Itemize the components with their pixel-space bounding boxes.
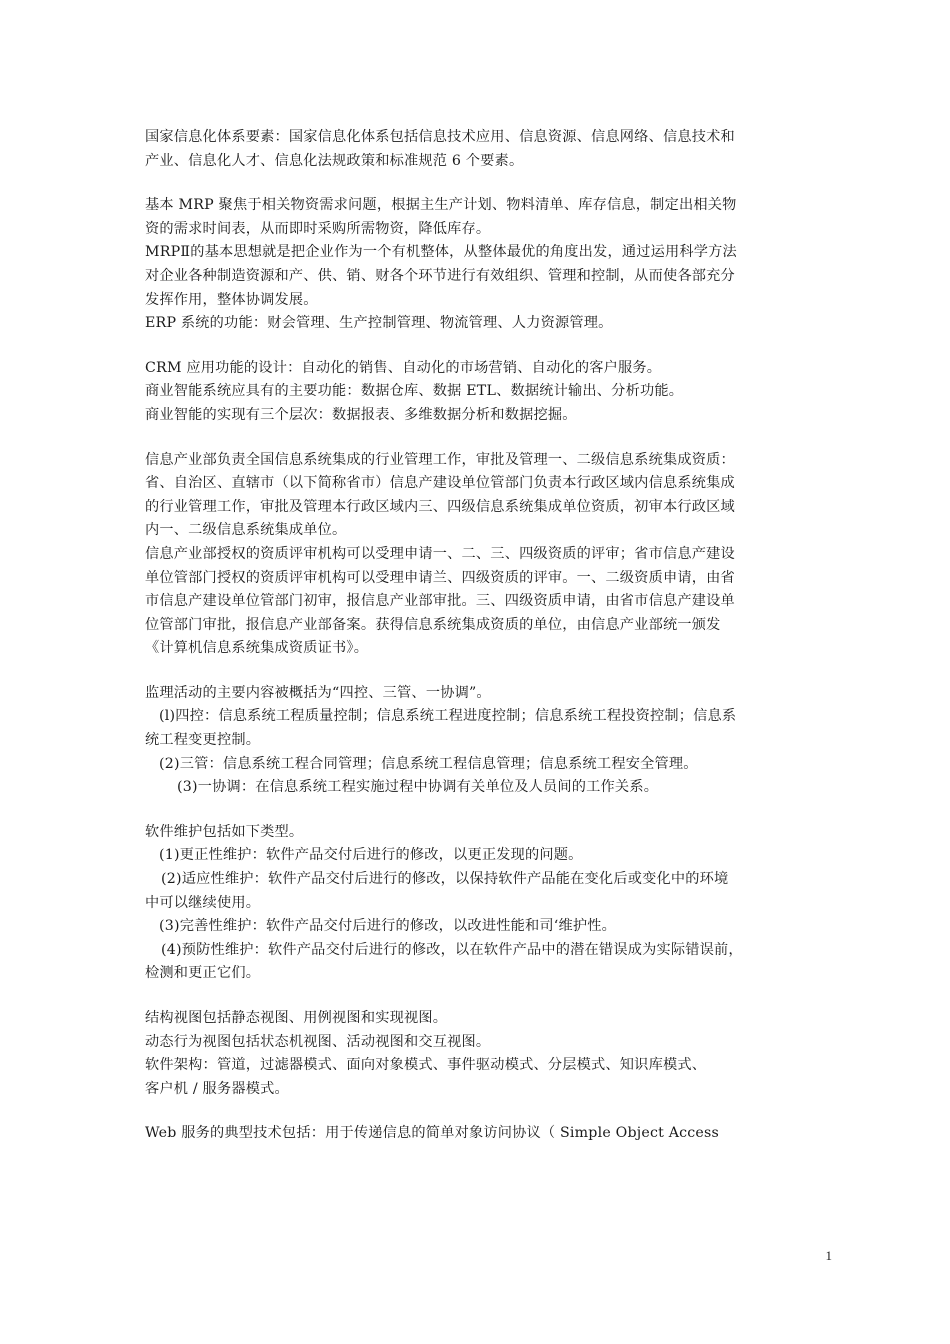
text-line: 的行业管理工作，审批及管理本行政区域内三、四级信息系统集成单位资质，初审本行政区域 — [145, 498, 735, 515]
text-line: 中可以继续使用。 — [145, 894, 261, 911]
text-line: 动态行为视图包括状态机视图、活动视图和交互视图。 — [145, 1033, 491, 1050]
text-line: Web 服务的典型技术包括：用于传递信息的简单对象访问协议（ Simple Object Access — [145, 1125, 719, 1142]
text-line: MRPⅡ的基本思想就是把企业作为一个有机整体，从整体最优的角度出发，通过运用科学方法 — [145, 244, 737, 261]
text-line: 信息产业部授权的资质评审机构可以受理申请一、二、三、四级资质的评审；省市信息产建设 — [145, 545, 735, 562]
text-line: 监理活动的主要内容被概括为“四控、三管、一协调”。 — [145, 684, 491, 701]
text-line: 省、自治区、直辖市（以下简称省市）信息产建设单位管部门负责本行政区域内信息系统集成 — [145, 475, 735, 492]
paragraph-supervision — [145, 682, 835, 800]
text-line: 检测和更正它们。 — [145, 965, 261, 982]
paragraph-mrp-erp — [145, 194, 835, 336]
text-line: 基本 MRP 聚焦于相关物资需求问题，根据主生产计划、物料清单、库存信息，制定出相关物 — [145, 197, 737, 214]
text-line: 软件维护包括如下类型。 — [145, 823, 304, 840]
list-item: (2)适应性维护：软件产品交付后进行的修改，以保持软件产品能在变化后或变化中的环境 — [161, 871, 729, 888]
list-item: (l)四控：信息系统工程质量控制；信息系统工程进度控制；信息系统工程投资控制；信息系 — [159, 708, 737, 725]
text-line: 对企业各种制造资源和产、供、销、财各个环节进行有效组织、管理和控制，从而使各部充分 — [145, 267, 735, 284]
list-item: (4)预防性维护：软件产品交付后进行的修改，以在软件产品中的潜在错误成为实际错误前， — [161, 941, 743, 958]
page-number: 1 — [825, 1248, 832, 1263]
text-line: 产业、信息化人才、信息化法规政策和标准规范 6 个要素。 — [145, 152, 524, 169]
paragraph-software-maintenance — [145, 821, 835, 986]
text-line: CRM 应用功能的设计：自动化的销售、自动化的市场营销、自动化的客户服务。 — [145, 359, 662, 376]
text-line: 资的需求时间表，从而即时采购所需物资，降低库存。 — [145, 220, 491, 237]
text-line: 统工程变更控制。 — [145, 732, 261, 749]
list-item: (1)更正性维护：软件产品交付后进行的修改，以更正发现的问题。 — [159, 847, 583, 864]
list-item: (3)完善性维护：软件产品交付后进行的修改，以改进性能和司‘维护性。 — [159, 918, 617, 935]
text-line: 结构视图包括静态视图、用例视图和实现视图。 — [145, 1010, 448, 1026]
list-item: (2)三管：信息系统工程合同管理；信息系统工程信息管理；信息系统工程安全管理。 — [159, 755, 698, 772]
paragraph-qualification — [145, 449, 835, 661]
text-line: 软件架构：管道，过滤器模式、面向对象模式、事件驱动模式、分层模式、知识库模式、 — [145, 1057, 707, 1074]
text-line: 国家信息化体系要素：国家信息化体系包括信息技术应用、信息资源、信息网络、信息技术和 — [145, 129, 735, 145]
text-line: 商业智能的实现有三个层次：数据报表、多维数据分析和数据挖掘。 — [145, 406, 577, 423]
document-body — [145, 126, 835, 1146]
text-line: 客户机 / 服务器模式。 — [145, 1080, 289, 1097]
text-line: 发挥作用，整体协调发展。 — [145, 291, 318, 308]
text-line: 商业智能系统应具有的主要功能：数据仓库、数据 ETL、数据统计输出、分析功能。 — [145, 383, 684, 400]
list-item: (3)一协调：在信息系统工程实施过程中协调有关单位及人员间的工作关系。 — [177, 779, 659, 796]
paragraph-web-services — [145, 1122, 835, 1146]
text-line: 位管部门审批，报信息产业部备案。获得信息系统集成资质的单位，由信息产业部统一颁发 — [145, 616, 721, 633]
text-line: 单位管部门授权的资质评审机构可以受理申请兰、四级资质的评审。一、二级资质申请，由省 — [145, 569, 735, 586]
text-line: ERP 系统的功能：财会管理、生产控制管理、物流管理、人力资源管理。 — [145, 315, 613, 332]
text-line: 信息产业部负责全国信息系统集成的行业管理工作，审批及管理一、二级信息系统集成资质： — [145, 451, 735, 468]
text-line: 内一、二级信息系统集成单位。 — [145, 522, 347, 539]
paragraph-crm-bi — [145, 357, 835, 428]
text-line: 市信息产建设单位管部门初审，报信息产业部审批。三、四级资质申请，由省市信息产建设单 — [145, 593, 735, 610]
paragraph-info-system-elements — [145, 126, 835, 173]
text-line: 《计算机信息系统集成资质证书》。 — [145, 640, 369, 657]
paragraph-views-architecture — [145, 1007, 835, 1101]
